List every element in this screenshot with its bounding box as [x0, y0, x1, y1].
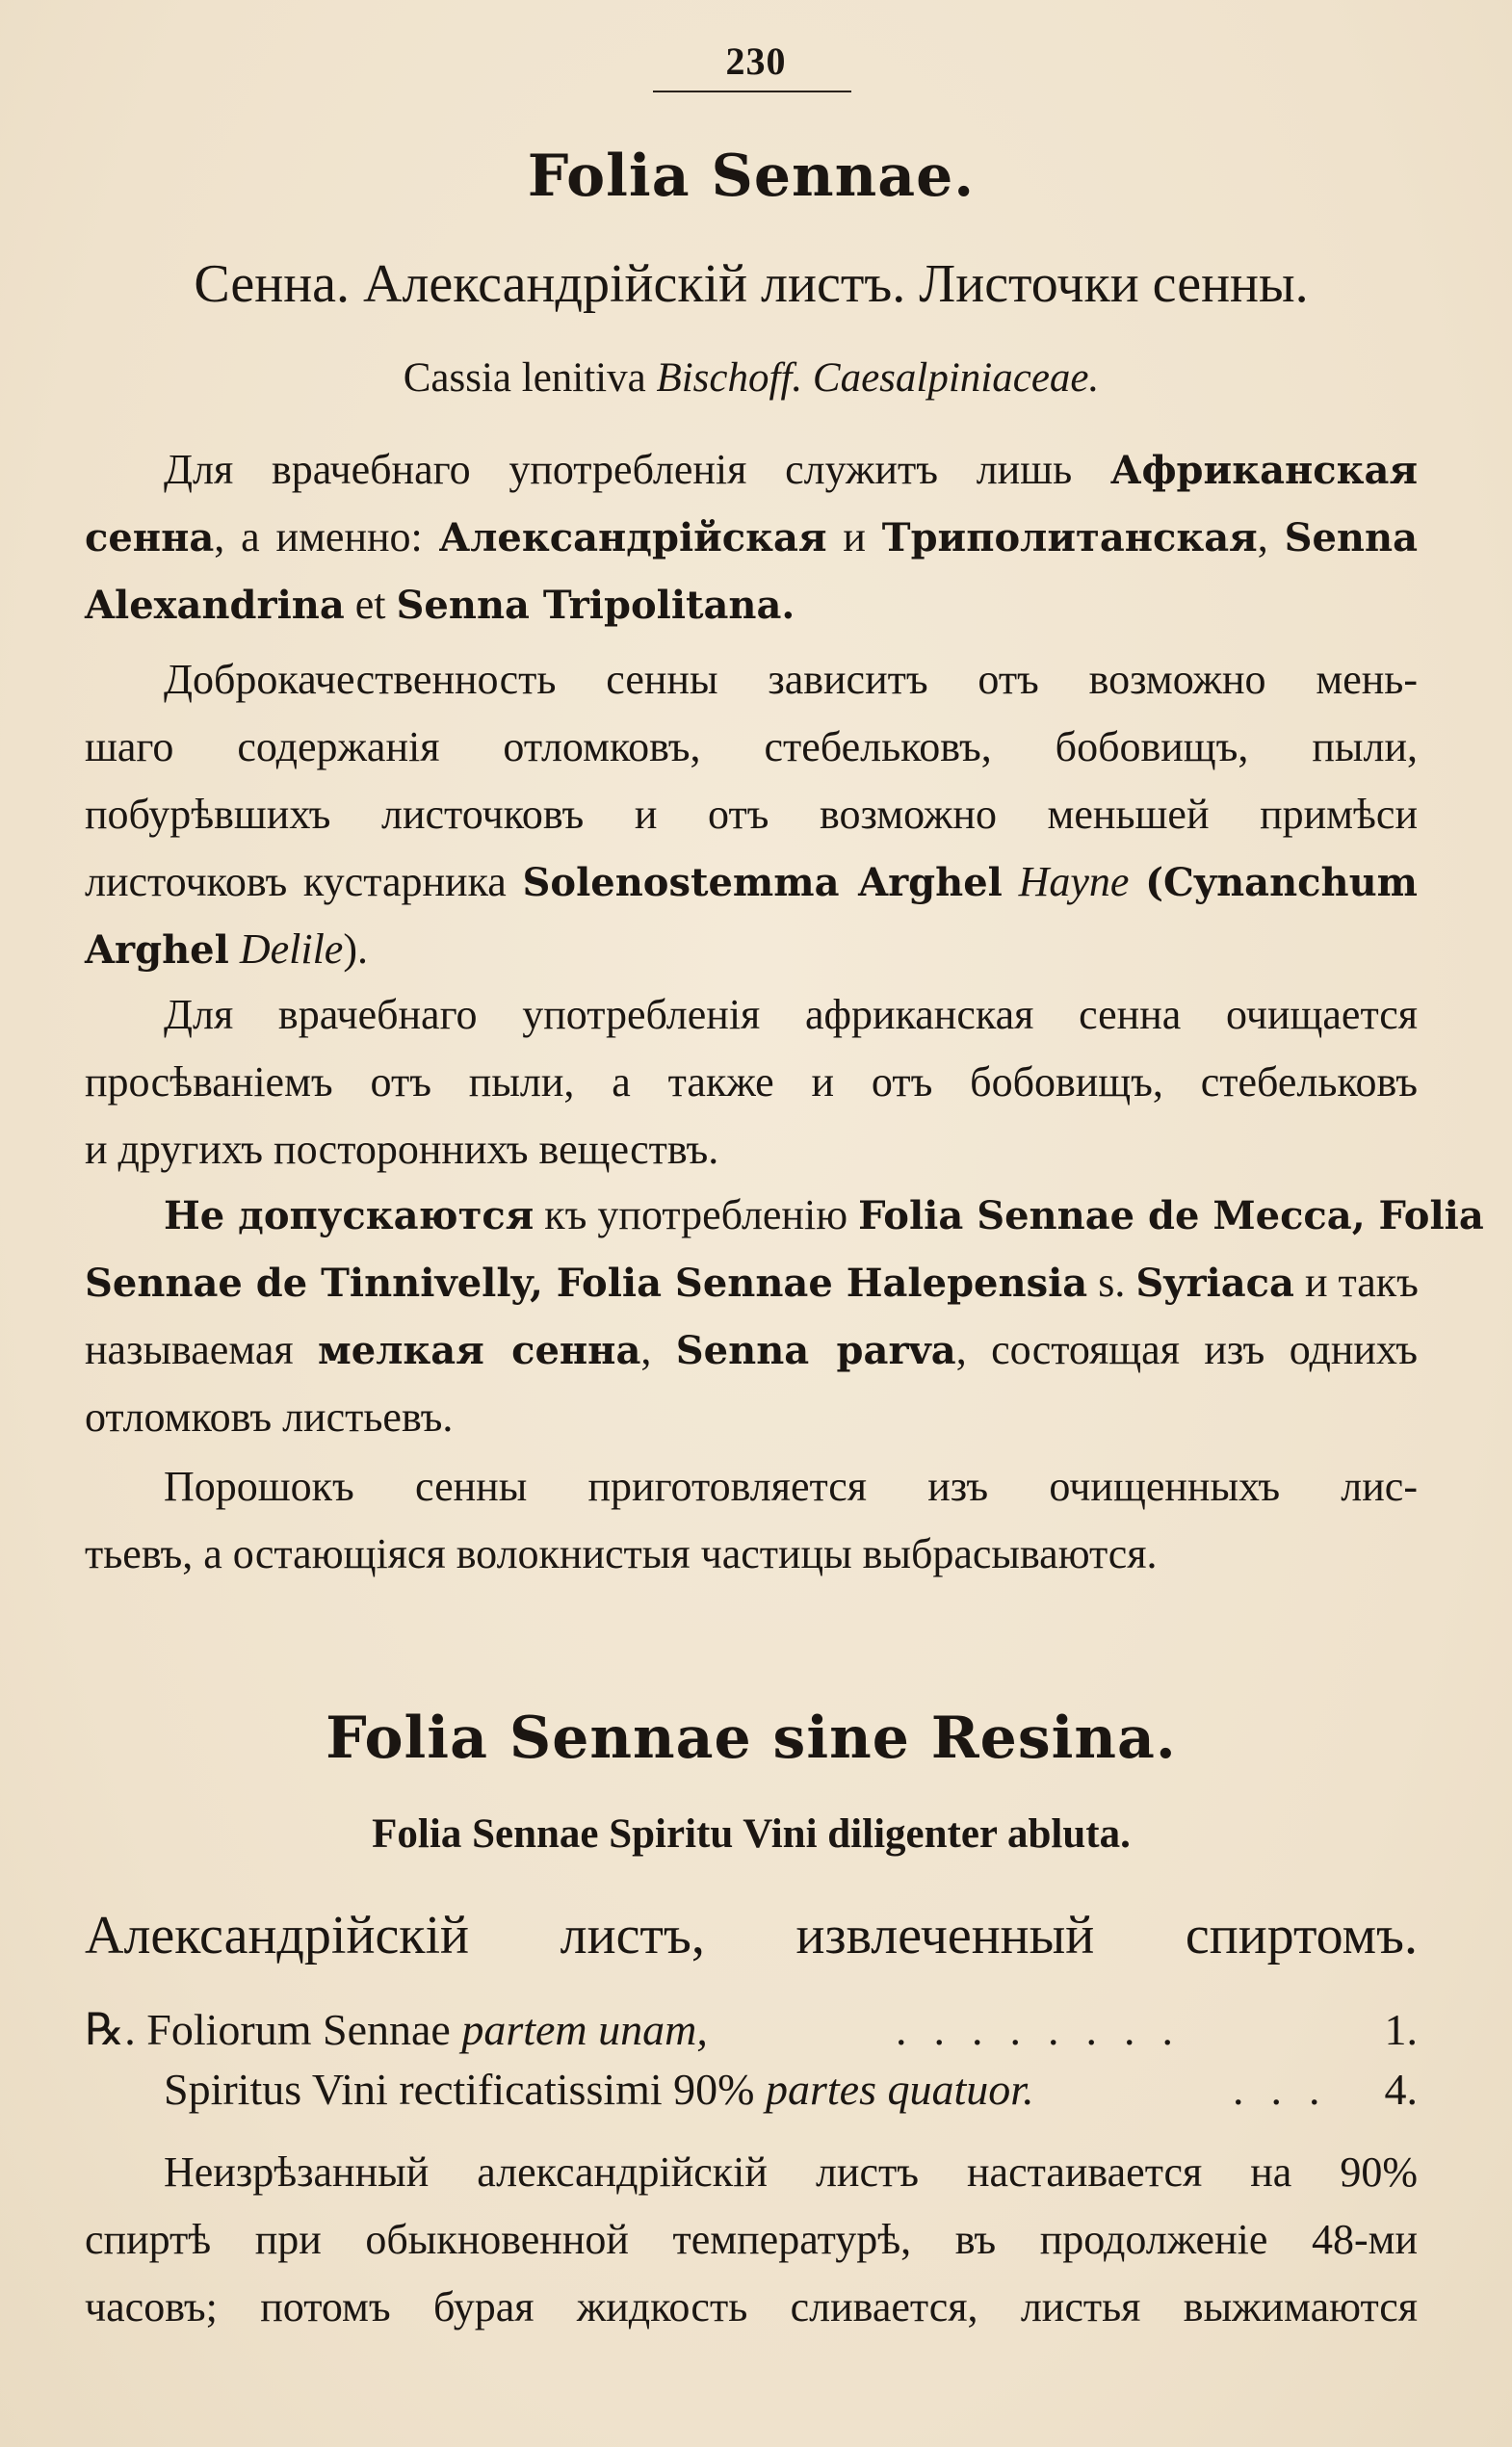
recipe-portion: partem unam, [461, 2005, 708, 2054]
bold-term: Sennae de Tinnivelly, Folia Sennae Halepensia [85, 1261, 1088, 1306]
paragraph-3-line-3: и другихъ постороннихъ веществъ. [85, 1126, 719, 1173]
recipe-portion: partes quatuor. [766, 2065, 1034, 2114]
italic-author: Delile [239, 925, 344, 973]
section2-paragraph-line-3: часовъ; потомъ бурая жидкость сливается, листья выжимаются [85, 2283, 1418, 2330]
botanical-species: Cassia lenitiva [403, 355, 646, 401]
paragraph-1-line-3 [85, 576, 1418, 636]
recipe-leader-dots: ... [1233, 2065, 1347, 2114]
bold-term: Senna parva [675, 1328, 956, 1373]
bold-term: Arghel [85, 927, 229, 973]
recipe-row-2 [164, 2061, 1034, 2119]
recipe-quantity: 1. [1384, 2005, 1418, 2054]
paragraph-5-line-2: тьевъ, а остающіяся волокнистыя частицы выбрасываются. [85, 1530, 1158, 1577]
recipe-row-1 [85, 2001, 708, 2059]
section2-paragraph-line-2: спиртѣ при обыкновенной температурѣ, въ продолженіе 48-ми [85, 2216, 1418, 2263]
text-run: , [1257, 513, 1285, 560]
text-run: къ употребленію [534, 1191, 859, 1238]
text-run: Для врачебнаго употребленія служитъ лишь [164, 446, 1110, 493]
recipe-ingredient: Foliorum Sennae [146, 2005, 451, 2054]
botanical-name [85, 354, 1418, 402]
text-run: , [640, 1326, 676, 1373]
bold-term: Syriaca [1135, 1261, 1294, 1306]
text-run: , состоящая изъ однихъ [955, 1326, 1418, 1373]
recipe-quantity: 4. [1384, 2065, 1418, 2114]
bold-term: Александрійская [438, 515, 827, 560]
latin-subtitle: Folia Sennae Spiritu Vini diligenter abluta. [372, 1811, 1131, 1857]
section-title-folia-sennae: Folia Sennae. [527, 143, 976, 210]
text-run: называемая [85, 1326, 318, 1373]
bold-term: Solenostemma Arghel [522, 860, 1003, 905]
paragraph-3-line-2: просѣваніемъ отъ пыли, а также и отъ бобовищъ, стебельковъ [85, 1058, 1418, 1106]
paragraph-2-line-4 [85, 853, 1418, 913]
paragraph-2-line-1: Доброкачественность сенны зависитъ отъ возможно мень- [164, 656, 1418, 703]
bold-term: Африканская [1109, 448, 1418, 493]
text-run: , а именно: [214, 513, 439, 560]
page-number: 230 [725, 39, 787, 83]
section-title-folia-sennae-sine-resina: Folia Sennae sine Resina. [326, 1705, 1177, 1772]
paragraph-2-line-5 [85, 921, 1418, 980]
text-run: листочковъ кустарника [85, 858, 523, 905]
paragraph-3-line-1: Для врачебнаго употребленія африканская сенна очищается [164, 991, 1418, 1038]
bold-term: Folia Sennae de Mecca, Folia [858, 1193, 1484, 1238]
bold-term: Не допускаются [164, 1193, 534, 1238]
paragraph-5-line-1: Порошокъ сенны приготовляется изъ очищенныхъ лис- [164, 1463, 1418, 1510]
botanical-family: Caesalpiniaceae. [812, 355, 1100, 401]
paragraph-4-line-3 [85, 1321, 1418, 1381]
bold-term: Триполитанская [881, 515, 1258, 560]
text-run: и [826, 513, 882, 560]
bold-term: (Cynanchum [1145, 860, 1419, 905]
bold-term: мелкая сенна [318, 1328, 641, 1373]
text-run: s. [1087, 1259, 1136, 1306]
recipe-ingredient: Spiritus Vini rectificatissimi 90% [164, 2065, 755, 2114]
text-run: и такъ [1293, 1259, 1419, 1306]
paragraph-1-line-2 [85, 508, 1418, 568]
bold-term: Senna [1284, 515, 1419, 560]
paragraph-4-line-4: отломковъ листьевъ. [85, 1393, 454, 1441]
paragraph-4-line-1 [164, 1186, 1484, 1246]
paragraph-1-line-1 [164, 441, 1418, 501]
italic-author: Hayne [1018, 858, 1130, 905]
section2-paragraph-line-1: Неизрѣзанный александрійскій листъ настаивается на 90% [164, 2148, 1418, 2196]
russian-name: Александрійскій листъ, извлеченный спиртомъ. [85, 1906, 1418, 1965]
paragraph-2-line-2: шаго содержанія отломковъ, стебельковъ, бобовищъ, пыли, [85, 723, 1418, 770]
recipe-leader-dots: ........ [896, 2005, 1200, 2054]
botanical-author: Bischoff. [656, 355, 803, 401]
russian-names: Сенна. Александрійскій листъ. Листочки сенны. [194, 254, 1309, 314]
bold-term: сенна [85, 515, 215, 560]
text-run: ). [343, 925, 368, 973]
paragraph-4-line-2 [85, 1254, 1418, 1314]
bold-term: Alexandrina [85, 583, 345, 628]
bold-term: Senna Tripolitana. [396, 583, 795, 628]
paragraph-2-line-3: побурѣвшихъ листочковъ и отъ возможно меньшей примѣси [85, 791, 1418, 838]
text-run: et [344, 581, 397, 628]
page-number-rule [653, 91, 851, 92]
recipe-symbol: ℞. [85, 2005, 136, 2054]
